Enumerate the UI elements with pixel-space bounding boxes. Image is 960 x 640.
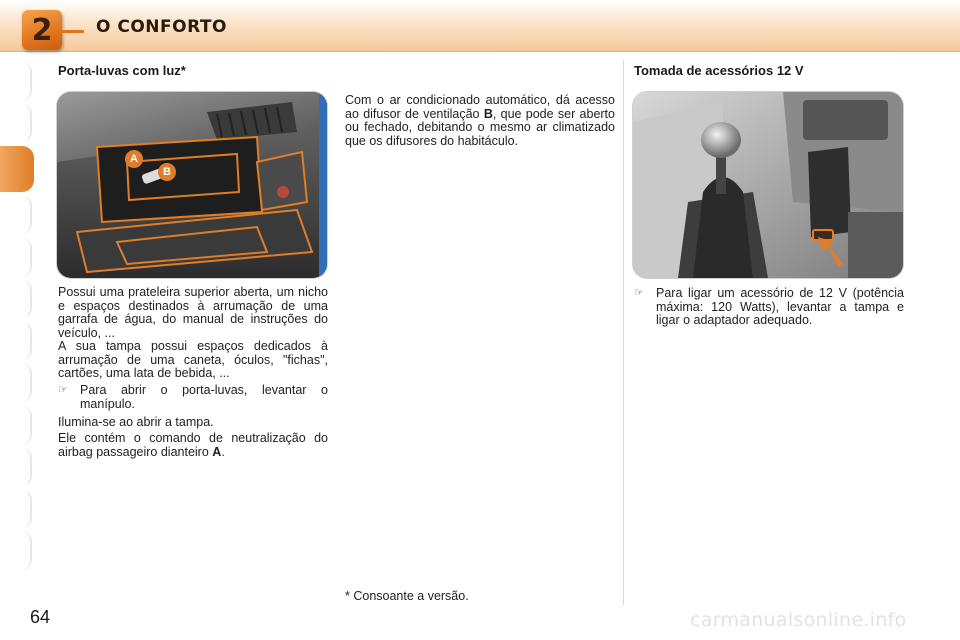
chapter-badge: [22, 10, 62, 50]
chapter-title: O CONFORTO: [96, 17, 227, 37]
ventilation-para-ref: B: [483, 106, 493, 121]
chapter-tab-1[interactable]: [10, 62, 32, 100]
pointing-hand-icon: ☞: [58, 384, 68, 396]
chapter-tab-6[interactable]: [10, 280, 32, 318]
glovebox-para-4: [58, 432, 328, 459]
ventilation-para-end: , que pode ser aberto ou fechado, debitando o mesmo ar climatizado que os difusores do habitáculo.: [345, 106, 615, 148]
column-divider: [623, 60, 624, 605]
watermark: carmanualsonline.info: [690, 609, 907, 631]
glovebox-para-1: Possui uma prateleira superior aberta, um nicho e espaços destinados à arrumação de uma garrafa de água, do manual de instruções do veículo, ...: [58, 285, 328, 340]
glovebox-bullet-text: Para abrir o porta-luvas, levantar o manípulo.: [80, 383, 328, 411]
chapter-connector: [62, 30, 84, 33]
chapter-number: 2: [31, 12, 53, 48]
photo-callout-a: A: [125, 150, 143, 168]
chapter-tab-10[interactable]: [10, 448, 32, 486]
chapter-tab-4[interactable]: [10, 196, 32, 234]
glovebox-para-4-end: .: [221, 444, 225, 459]
socket-bullet-1: [634, 287, 904, 328]
chapter-tab-11[interactable]: [10, 490, 32, 528]
accessory-socket-photo: [633, 92, 903, 278]
glovebox-para-4-ref: A: [212, 444, 222, 459]
chapter-tab-8[interactable]: [10, 364, 32, 402]
chapter-tab-12[interactable]: [10, 532, 32, 570]
ventilation-para-text: Com o ar condicionado automático, dá acesso ao difusor de ventilação: [345, 93, 615, 121]
page-number: 64: [30, 607, 51, 627]
photo-callout-b: B: [158, 163, 176, 181]
glovebox-para-3: Ilumina-se ao abrir a tampa.: [58, 415, 214, 429]
pointing-hand-icon: ☞: [634, 287, 644, 299]
section-title-glovebox: Porta-luvas com luz*: [58, 63, 186, 78]
glovebox-photo: [57, 92, 327, 278]
chapter-tab-active[interactable]: [0, 146, 34, 192]
glovebox-para-2: A sua tampa possui espaços dedicados à arrumação de uma caneta, óculos, "fichas", cartões, uma lata de bebida, ...: [58, 339, 328, 380]
section-title-accessory-socket: Tomada de acessórios 12 V: [634, 63, 804, 78]
ventilation-para: [345, 94, 615, 148]
chapter-tab-9[interactable]: [10, 406, 32, 444]
chapter-tab-2[interactable]: [10, 104, 32, 142]
footnote: * Consoante a versão.: [345, 589, 469, 603]
socket-bullet-text: Para ligar um acessório de 12 V (potência máxima: 120 Watts), levantar a tampa e ligar o adaptador adequado.: [656, 286, 904, 327]
chapter-tab-5[interactable]: [10, 238, 32, 276]
chapter-header: [0, 0, 960, 52]
glovebox-para-4-text: Ele contém o comando de neutralização do airbag passageiro dianteiro: [58, 431, 328, 459]
glovebox-bullet-1: [58, 384, 328, 411]
chapter-tab-7[interactable]: [10, 322, 32, 360]
chapter-tab-strip: [0, 62, 36, 582]
